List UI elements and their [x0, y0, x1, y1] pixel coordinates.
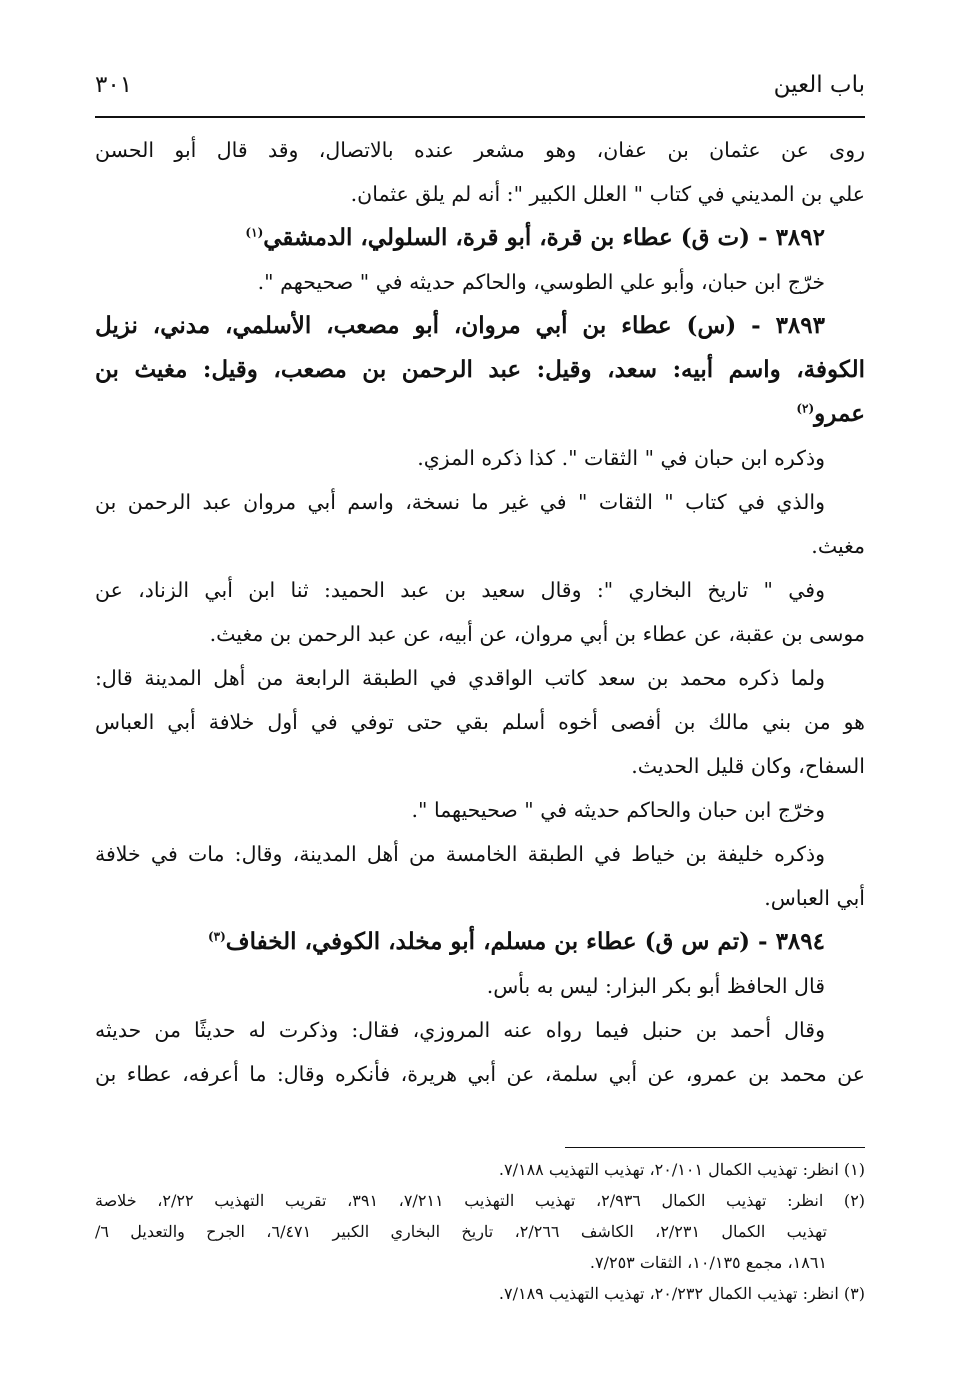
line-text: السفاح، وكان قليل الحديث. [631, 754, 865, 778]
book-page [95, 60, 865, 1350]
line-text: وفي " تاريخ البخاري ": وقال سعيد بن عبد الحميد: ثنا ابن أبي الزناد، عن [95, 578, 825, 602]
body-text-line [95, 1008, 865, 1052]
footnote-line: تهذيب الكمال ٢/٢٣١، الكاشف ٢/٢٦٦، تاريخ البخاري الكبير ٦/٤٧١، الجرح والتعديل ٦/ [95, 1222, 828, 1241]
line-text: ٣٨٩٤ - (تم س ق) عطاء بن مسلم، أبو مخلد، الكوفي، الخفاف [225, 928, 825, 955]
body-text-line [95, 744, 865, 788]
body-text-line [95, 700, 865, 744]
footnote-line: (١) انظر: تهذيب الكمال ٢٠/١٠١، تهذيب التهذيب ٧/١٨٨. [498, 1160, 865, 1179]
footnote-separator [565, 1147, 865, 1148]
line-text: روى عن عثمان بن عفان، وهو مشعر عنده بالاتصال، وقد قال أبو الحسن [95, 138, 865, 162]
body-text-line [95, 1052, 865, 1096]
body-text-line [95, 788, 865, 832]
line-text: قال الحافظ أبو بكر البزار: ليس به بأس. [486, 974, 825, 998]
entry-heading-line [95, 348, 865, 392]
header-rule [95, 116, 865, 118]
entry-heading-line [95, 920, 865, 964]
main-text [95, 128, 865, 1096]
body-text-line [95, 172, 865, 216]
footnote-marker: (١) [245, 225, 264, 240]
page-header [95, 72, 865, 108]
page-number: ٣٠١ [95, 72, 133, 98]
line-text: هو من بني مالك بن أفصى أخوه أسلم بقي حتى توفي في أول خلافة أبي العباس [95, 710, 865, 734]
body-text-line [95, 260, 865, 304]
line-text: مغيث. [811, 534, 865, 558]
line-text: موسى بن عقبة، عن عطاء بن أبي مروان، عن أبيه، عن عبد الرحمن بن مغيث. [209, 622, 865, 646]
line-text: الكوفة، واسم أبيه: سعد، وقيل: عبد الرحمن بن مصعب، وقيل: مغيث بن [95, 356, 865, 383]
line-text: ٣٨٩٣ - (س) عطاء بن أبي مروان، أبو مصعب، الأسلمي، مدني، نزيل [95, 312, 825, 339]
body-text-line [95, 128, 865, 172]
body-text-line [95, 480, 865, 524]
running-title: باب العين [773, 72, 865, 98]
body-text-line [95, 612, 865, 656]
footnote-marker: (٣) [207, 929, 226, 944]
footnote-line: (٣) انظر: تهذيب الكمال ٢٠/٢٣٢، تهذيب التهذيب ٧/١٨٩. [498, 1284, 865, 1303]
body-text-line [95, 656, 865, 700]
line-text: وذكره خليفة بن خياط في الطبقة الخامسة من أهل المدينة، وقال: مات في خلافة [95, 842, 825, 866]
entry-heading-line [95, 216, 865, 260]
body-text-line [95, 876, 865, 920]
line-text: وقال أحمد بن حنبل فيما رواه عنه المروزي، فقال: وذكرت له حديثًا من حديثه [95, 1018, 825, 1042]
line-text: خرّج ابن حبان، وأبو علي الطوسي، والحاكم حديثه في " صحيحهم ". [257, 270, 825, 294]
footnotes [95, 1154, 865, 1309]
line-text: علي بن المديني في كتاب " العلل الكبير ": أنه لم يلق عثمان. [350, 182, 865, 206]
line-text: وخرّج ابن حبان والحاكم حديثه في " صحيحيهما ". [411, 798, 825, 822]
body-text-line [95, 524, 865, 568]
line-text: ولما ذكره محمد بن سعد كاتب الواقدي في الطبقة الرابعة من أهل المدينة قال: [95, 666, 825, 690]
body-text-line [95, 568, 865, 612]
footnote-line: (٢) انظر: تهذيب الكمال ٢/٩٣٦، تهذيب التهذيب ٧/٢١١، ٣٩١، تقريب التهذيب ٢/٢٢، خلاصة [95, 1191, 865, 1210]
body-text-line [95, 436, 865, 480]
line-text: والذي في كتاب " الثقات " في غير ما نسخة، واسم أبي مروان عبد الرحمن بن [95, 490, 825, 514]
line-text: أبي العباس. [764, 886, 865, 910]
body-text-line [95, 832, 865, 876]
entry-heading-line [95, 304, 865, 348]
entry-heading-line [95, 392, 865, 436]
body-text-line [95, 964, 865, 1008]
line-text: ٣٨٩٢ - (ت ق) عطاء بن قرة، أبو قرة، السلولي، الدمشقي [263, 224, 825, 251]
line-text: عمرو [814, 400, 865, 427]
footnote-line: ١٨٦١، مجمع ١٠/١٣٥، الثقات ٧/٢٥٣. [589, 1253, 827, 1272]
footnote-marker: (٢) [796, 401, 815, 416]
line-text: عن محمد بن عمرو، عن أبي سلمة، عن أبي هريرة، فأنكره وقال: ما أعرفه، عطاء بن [95, 1062, 865, 1086]
line-text: وذكره ابن حبان في " الثقات ". كذا ذكره المزي. [417, 446, 825, 470]
